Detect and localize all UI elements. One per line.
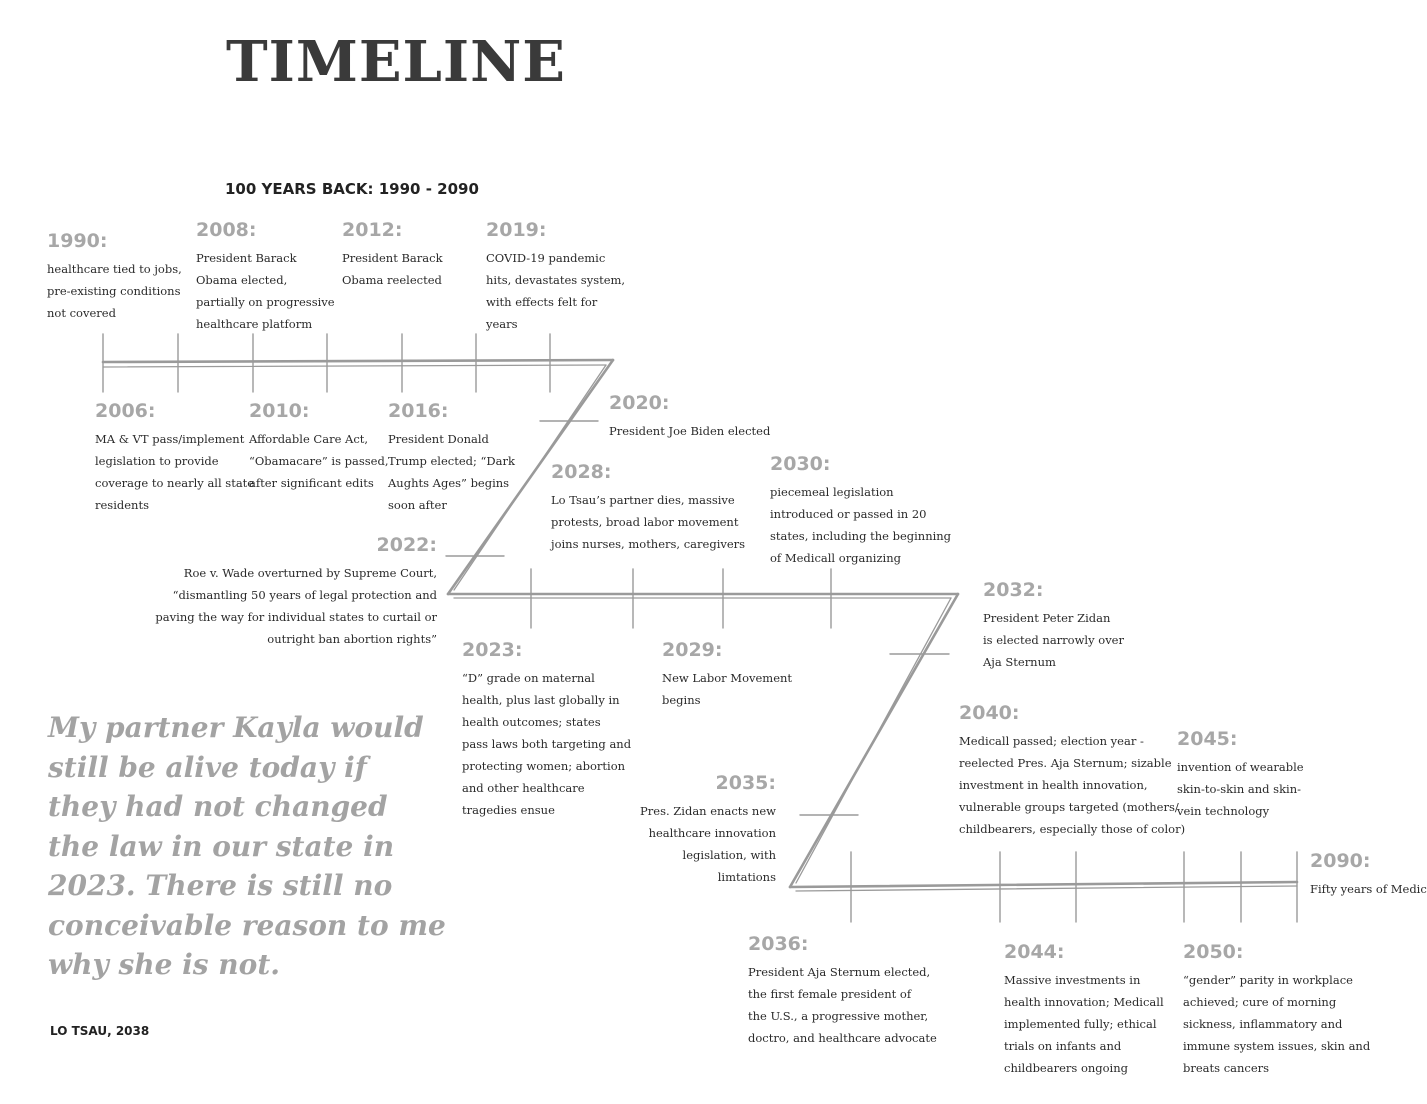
- event-line: tragedies ensue: [462, 803, 555, 817]
- event-line: joins nurses, mothers, caregivers: [551, 537, 746, 551]
- event-line: limtations: [717, 870, 776, 884]
- event-line: Aughts Ages” begins: [388, 476, 510, 490]
- event-line: Roe v. Wade overturned by Supreme Court,: [183, 566, 437, 580]
- event-line: reelected Pres. Aja Sternum; sizable: [959, 756, 1172, 770]
- event-line: soon after: [388, 498, 447, 512]
- event-line: health innovation; Medicall: [1004, 995, 1164, 1009]
- event-year: 2030:: [770, 453, 831, 475]
- event-year: 2040:: [959, 702, 1020, 724]
- event-line: Medicall passed; election year -: [959, 734, 1144, 748]
- event-line: healthcare tied to jobs,: [47, 262, 182, 276]
- quote-line: they had not changed: [48, 790, 388, 823]
- pull-quote: [48, 708, 446, 985]
- quote-line: still be alive today if: [48, 750, 367, 784]
- event-line: Obama elected,: [196, 273, 288, 287]
- event-2029: [662, 641, 792, 711]
- event-2010: [249, 402, 389, 494]
- event-line: Fifty years of Medic: [1310, 882, 1427, 896]
- event-line: piecemeal legislation: [770, 485, 894, 499]
- event-2019: [486, 221, 625, 335]
- event-line: of Medicall organizing: [770, 551, 901, 565]
- event-line: Obama reelected: [342, 273, 442, 287]
- event-year: 2028:: [551, 461, 612, 483]
- event-year: 2006:: [95, 400, 156, 422]
- event-line: after significant edits: [249, 476, 374, 490]
- event-line: implemented fully; ethical: [1004, 1017, 1157, 1031]
- event-year: 2044:: [1004, 941, 1065, 963]
- event-line: Massive investments in: [1004, 973, 1141, 987]
- event-line: President Barack: [342, 251, 443, 265]
- event-year: 2022:: [376, 534, 437, 556]
- event-line: pass laws both targeting and: [462, 737, 632, 751]
- event-line: New Labor Movement: [662, 671, 793, 685]
- event-line: legislation, with: [682, 848, 776, 862]
- event-line: the U.S., a progressive mother,: [748, 1009, 929, 1023]
- event-line: healthcare innovation: [648, 826, 776, 840]
- event-line: coverage to nearly all state: [95, 476, 255, 490]
- event-year: 2050:: [1183, 941, 1244, 963]
- event-year: 2045:: [1177, 728, 1238, 750]
- quote-attribution: LO TSAU, 2038: [50, 1024, 150, 1038]
- event-line: years: [486, 317, 518, 331]
- quote-line: the law in our state in: [48, 829, 395, 863]
- event-2045: [1177, 730, 1304, 822]
- event-2050: [1183, 943, 1370, 1079]
- event-line: “dismantling 50 years of legal protection and: [172, 588, 437, 602]
- event-line: Lo Tsau’s partner dies, massive: [551, 493, 735, 507]
- event-year: 2023:: [462, 639, 523, 661]
- event-line: protests, broad labor movement: [551, 515, 739, 529]
- event-year: 2035:: [715, 772, 776, 794]
- event-line: begins: [662, 693, 701, 707]
- event-line: COVID-19 pandemic: [486, 251, 606, 265]
- event-year: 2032:: [983, 579, 1044, 601]
- quote-line: My partner Kayla would: [48, 711, 424, 744]
- event-line: invention of wearable: [1177, 760, 1304, 774]
- event-2022: [155, 536, 437, 650]
- event-line: residents: [95, 498, 149, 512]
- event-2032: [983, 581, 1124, 673]
- event-line: is elected narrowly over: [983, 633, 1124, 647]
- event-line: legislation to provide: [95, 454, 219, 468]
- event-line: pre-existing conditions: [47, 284, 181, 298]
- event-line: partially on progressive: [196, 295, 335, 309]
- event-line: trials on infants and: [1004, 1039, 1122, 1053]
- event-2044: [1004, 943, 1164, 1079]
- event-line: achieved; cure of morning: [1183, 995, 1337, 1009]
- event-2036: [748, 935, 937, 1049]
- event-line: vulnerable groups targeted (mothers/: [959, 800, 1179, 814]
- event-2008: [196, 221, 335, 335]
- event-line: outright ban abortion rights”: [267, 632, 437, 646]
- event-line: Pres. Zidan enacts new: [640, 804, 776, 818]
- event-line: health outcomes; states: [462, 715, 601, 729]
- event-year: 2008:: [196, 219, 257, 241]
- event-line: hits, devastates system,: [486, 273, 626, 287]
- quote-line: conceivable reason to me: [48, 908, 446, 942]
- event-2016: [388, 402, 515, 516]
- timeline-range-heading: 100 YEARS BACK: 1990 - 2090: [225, 180, 479, 198]
- event-line: President Joe Biden elected: [609, 424, 771, 438]
- event-line: paving the way for individual states to curtail or: [155, 610, 437, 624]
- event-line: sickness, inflammatory and: [1183, 1017, 1343, 1031]
- event-line: childbearers ongoing: [1004, 1061, 1129, 1075]
- page-title: TIMELINE: [226, 29, 566, 95]
- event-2020: [609, 394, 770, 442]
- event-line: not covered: [47, 306, 116, 320]
- event-line: health, plus last globally in: [462, 693, 620, 707]
- event-1990: [47, 232, 182, 324]
- event-year: 2029:: [662, 639, 723, 661]
- event-year: 2016:: [388, 400, 449, 422]
- event-year: 1990:: [47, 230, 108, 252]
- event-line: investment in health innovation,: [959, 778, 1148, 792]
- event-line: doctro, and healthcare advocate: [748, 1031, 937, 1045]
- event-2023: [462, 641, 631, 821]
- event-2012: [342, 221, 443, 291]
- event-2035: [640, 774, 776, 888]
- event-line: skin-to-skin and skin-: [1177, 782, 1302, 796]
- event-line: and other healthcare: [462, 781, 585, 795]
- event-line: Affordable Care Act,: [249, 432, 369, 446]
- event-line: Trump elected; “Dark: [388, 454, 515, 468]
- event-line: states, including the beginning: [770, 529, 952, 543]
- event-year: 2090:: [1310, 850, 1371, 872]
- event-line: President Donald: [388, 432, 489, 446]
- event-line: childbearers, especially those of color): [959, 822, 1186, 836]
- event-2030: [770, 455, 951, 569]
- event-line: with effects felt for: [486, 295, 598, 309]
- event-line: President Aja Sternum elected,: [748, 965, 931, 979]
- event-line: President Barack: [196, 251, 297, 265]
- event-2028: [551, 463, 745, 555]
- event-line: President Peter Zidan: [983, 611, 1111, 625]
- event-year: 2036:: [748, 933, 809, 955]
- event-line: “gender” parity in workplace: [1183, 973, 1353, 987]
- quote-line: 2023. There is still no: [48, 869, 393, 902]
- event-line: breats cancers: [1183, 1061, 1270, 1075]
- event-line: immune system issues, skin and: [1183, 1039, 1371, 1053]
- event-line: Aja Sternum: [983, 655, 1056, 669]
- event-line: “Obamacare” is passed,: [249, 454, 389, 468]
- event-2040: [959, 704, 1185, 840]
- event-2090: [1310, 850, 1427, 900]
- event-line: the first female president of: [748, 987, 912, 1001]
- event-year: 2019:: [486, 219, 547, 241]
- event-line: protecting women; abortion: [462, 759, 626, 773]
- event-line: MA & VT pass/implement: [95, 432, 245, 446]
- event-line: “D” grade on maternal: [462, 671, 595, 685]
- event-line: introduced or passed in 20: [770, 507, 927, 521]
- event-line: healthcare platform: [196, 317, 313, 331]
- quote-line: why she is not.: [48, 948, 281, 981]
- event-year: 2010:: [249, 400, 310, 422]
- event-year: 2020:: [609, 392, 670, 414]
- event-year: 2012:: [342, 219, 403, 241]
- event-line: vein technology: [1177, 804, 1270, 818]
- event-2006: [95, 402, 254, 516]
